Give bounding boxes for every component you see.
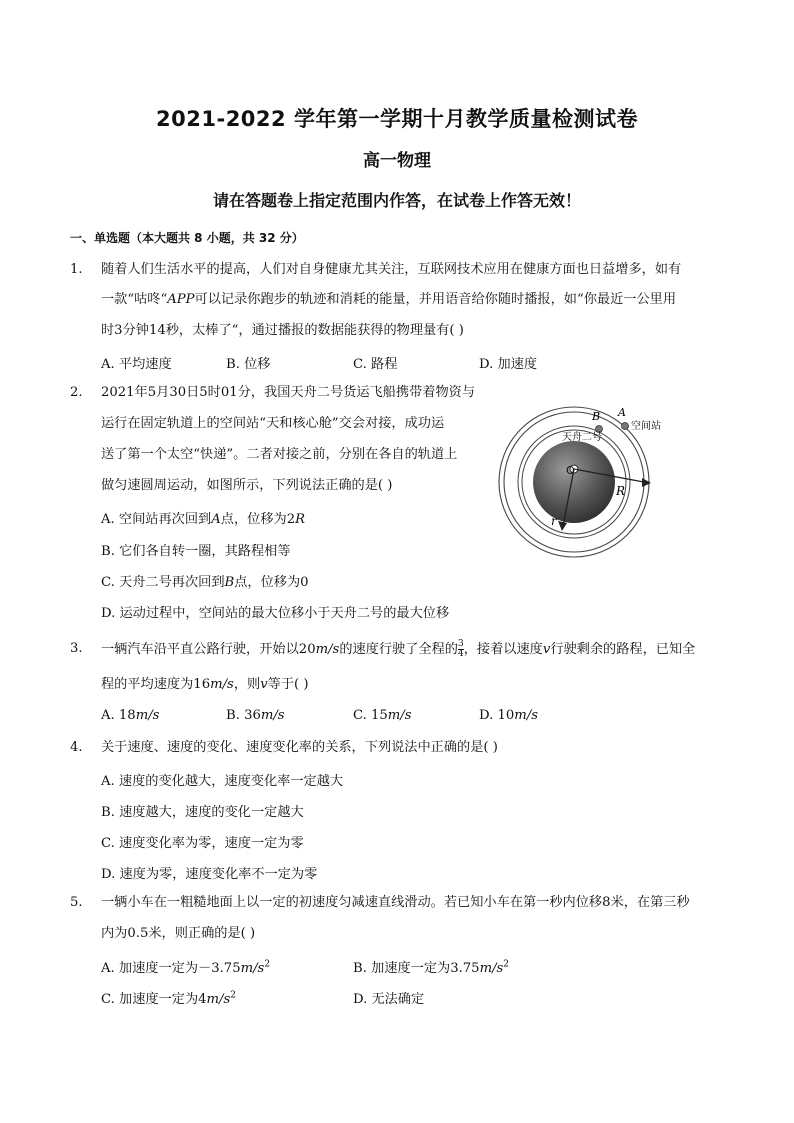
q4-number: 4.	[70, 740, 83, 755]
q1-line-1: 随着人们生活水平的提高，人们对自身健康尤其关注，互联网技术应用在健康方面也日益增多，如有	[101, 262, 682, 277]
q4-option-b: B. 速度越大，速度的变化一定越大	[101, 805, 304, 820]
exam-title: 2021-2022 学年第一学期十月教学质量检测试卷	[156, 107, 638, 131]
q3-option-d: D. 10m/s	[479, 708, 538, 723]
q1-option-b: B. 位移	[226, 357, 271, 372]
exam-notice: 请在答题卷上指定范围内作答，在试卷上作答无效！	[212, 191, 581, 210]
q2-number: 2.	[70, 385, 83, 400]
q4-line-1: 关于速度、速度的变化、速度变化率的关系，下列说法中正确的是( )	[101, 740, 498, 755]
label-tianzhou: 天舟二号	[562, 432, 602, 443]
q2-line-2: 运行在固定轨道上的空间站“天和核心舱”交会对接，成功运	[101, 416, 445, 431]
q4-option-d: D. 速度为零，速度变化率不一定为零	[101, 867, 318, 882]
q1-option-d: D. 加速度	[479, 357, 538, 372]
label-space-station: 空间站	[631, 421, 661, 432]
q1-option-c: C. 路程	[353, 357, 398, 372]
q3-number: 3.	[70, 641, 83, 656]
q1-number: 1.	[70, 262, 83, 277]
q5-line-2: 内为0.5米，则正确的是( )	[101, 926, 256, 941]
q1-option-a: A. 平均速度	[101, 357, 172, 372]
section-heading: 一、单选题（本大题共 8 小题，共 32 分）	[70, 231, 304, 245]
label-a: A	[618, 406, 626, 419]
q1-line-3: 时3分钟14秒，太棒了“，通过播报的数据能获得的物理量有( )	[101, 323, 464, 338]
q2-line-1: 2021年5月30日5时01分，我国天舟二号货运飞船携带着物资与	[101, 385, 476, 400]
q3-option-a: A. 18m/s	[101, 708, 160, 723]
q3-option-b: B. 36m/s	[226, 708, 285, 723]
label-b: B	[592, 410, 601, 423]
q5-option-c: C. 加速度一定为$4m/s^2$	[101, 990, 236, 1007]
q3-line-1: 一辆汽车沿平直公路行驶，开始以20m/s的速度行驶了全程的$\frac{3}{4}$，接着以速度v行驶剩余的路程，已知全	[101, 639, 696, 659]
radius-small-r-arrow	[558, 521, 567, 531]
q2-line-3: 送了第一个太空“快递”。二者对接之前，分别在各自的轨道上	[101, 447, 458, 462]
q2-line-4: 做匀速圆周运动，如图所示，下列说法正确的是( )	[101, 478, 393, 493]
q3-line-2: 程的平均速度为16m/s，则v等于( )	[101, 677, 309, 692]
q5-line-1: 一辆小车在一粗糙地面上以一定的初速度匀减速直线滑动。若已知小车在第一秒内位移8米，在第三秒	[101, 895, 690, 910]
earth	[533, 441, 615, 523]
q5-option-b: B. 加速度一定为$3.75m/s^2$	[353, 959, 510, 976]
q5-option-d: D. 无法确定	[353, 992, 425, 1007]
q2-option-d: D. 运动过程中，空间站的最大位移小于天舟二号的最大位移	[101, 606, 450, 621]
radius-r-arrow	[642, 478, 651, 487]
label-o: O	[566, 464, 575, 477]
q2-option-a: A. 空间站再次回到A点，位移为2R	[101, 512, 306, 527]
subject-title: 高一物理	[363, 151, 431, 171]
q4-option-a: A. 速度的变化越大，速度变化率一定越大	[101, 774, 344, 789]
q5-number: 5.	[70, 895, 83, 910]
q2-option-b: B. 它们各自转一圈，其路程相等	[101, 544, 291, 559]
fraction-three-quarters: $\frac{3}{4}$	[458, 639, 464, 659]
q3-option-c: C. 15m/s	[353, 708, 412, 723]
label-r-lower: r	[551, 514, 557, 528]
q2-option-c: C. 天舟二号再次回到B点，位移为0	[101, 575, 309, 590]
label-r-upper: R	[616, 484, 626, 498]
q5-option-a: A. 加速度一定为$-3.75m/s^2$	[101, 959, 271, 976]
q1-line-2: 一款“咕咚“APP可以记录你跑步的轨迹和消耗的能量，并用语音给你随时播报，如“你最近一公里用	[101, 292, 677, 307]
q4-option-c: C. 速度变化率为零，速度一定为零	[101, 836, 304, 851]
station-point-a	[622, 423, 629, 430]
orbit-diagram	[496, 398, 671, 560]
